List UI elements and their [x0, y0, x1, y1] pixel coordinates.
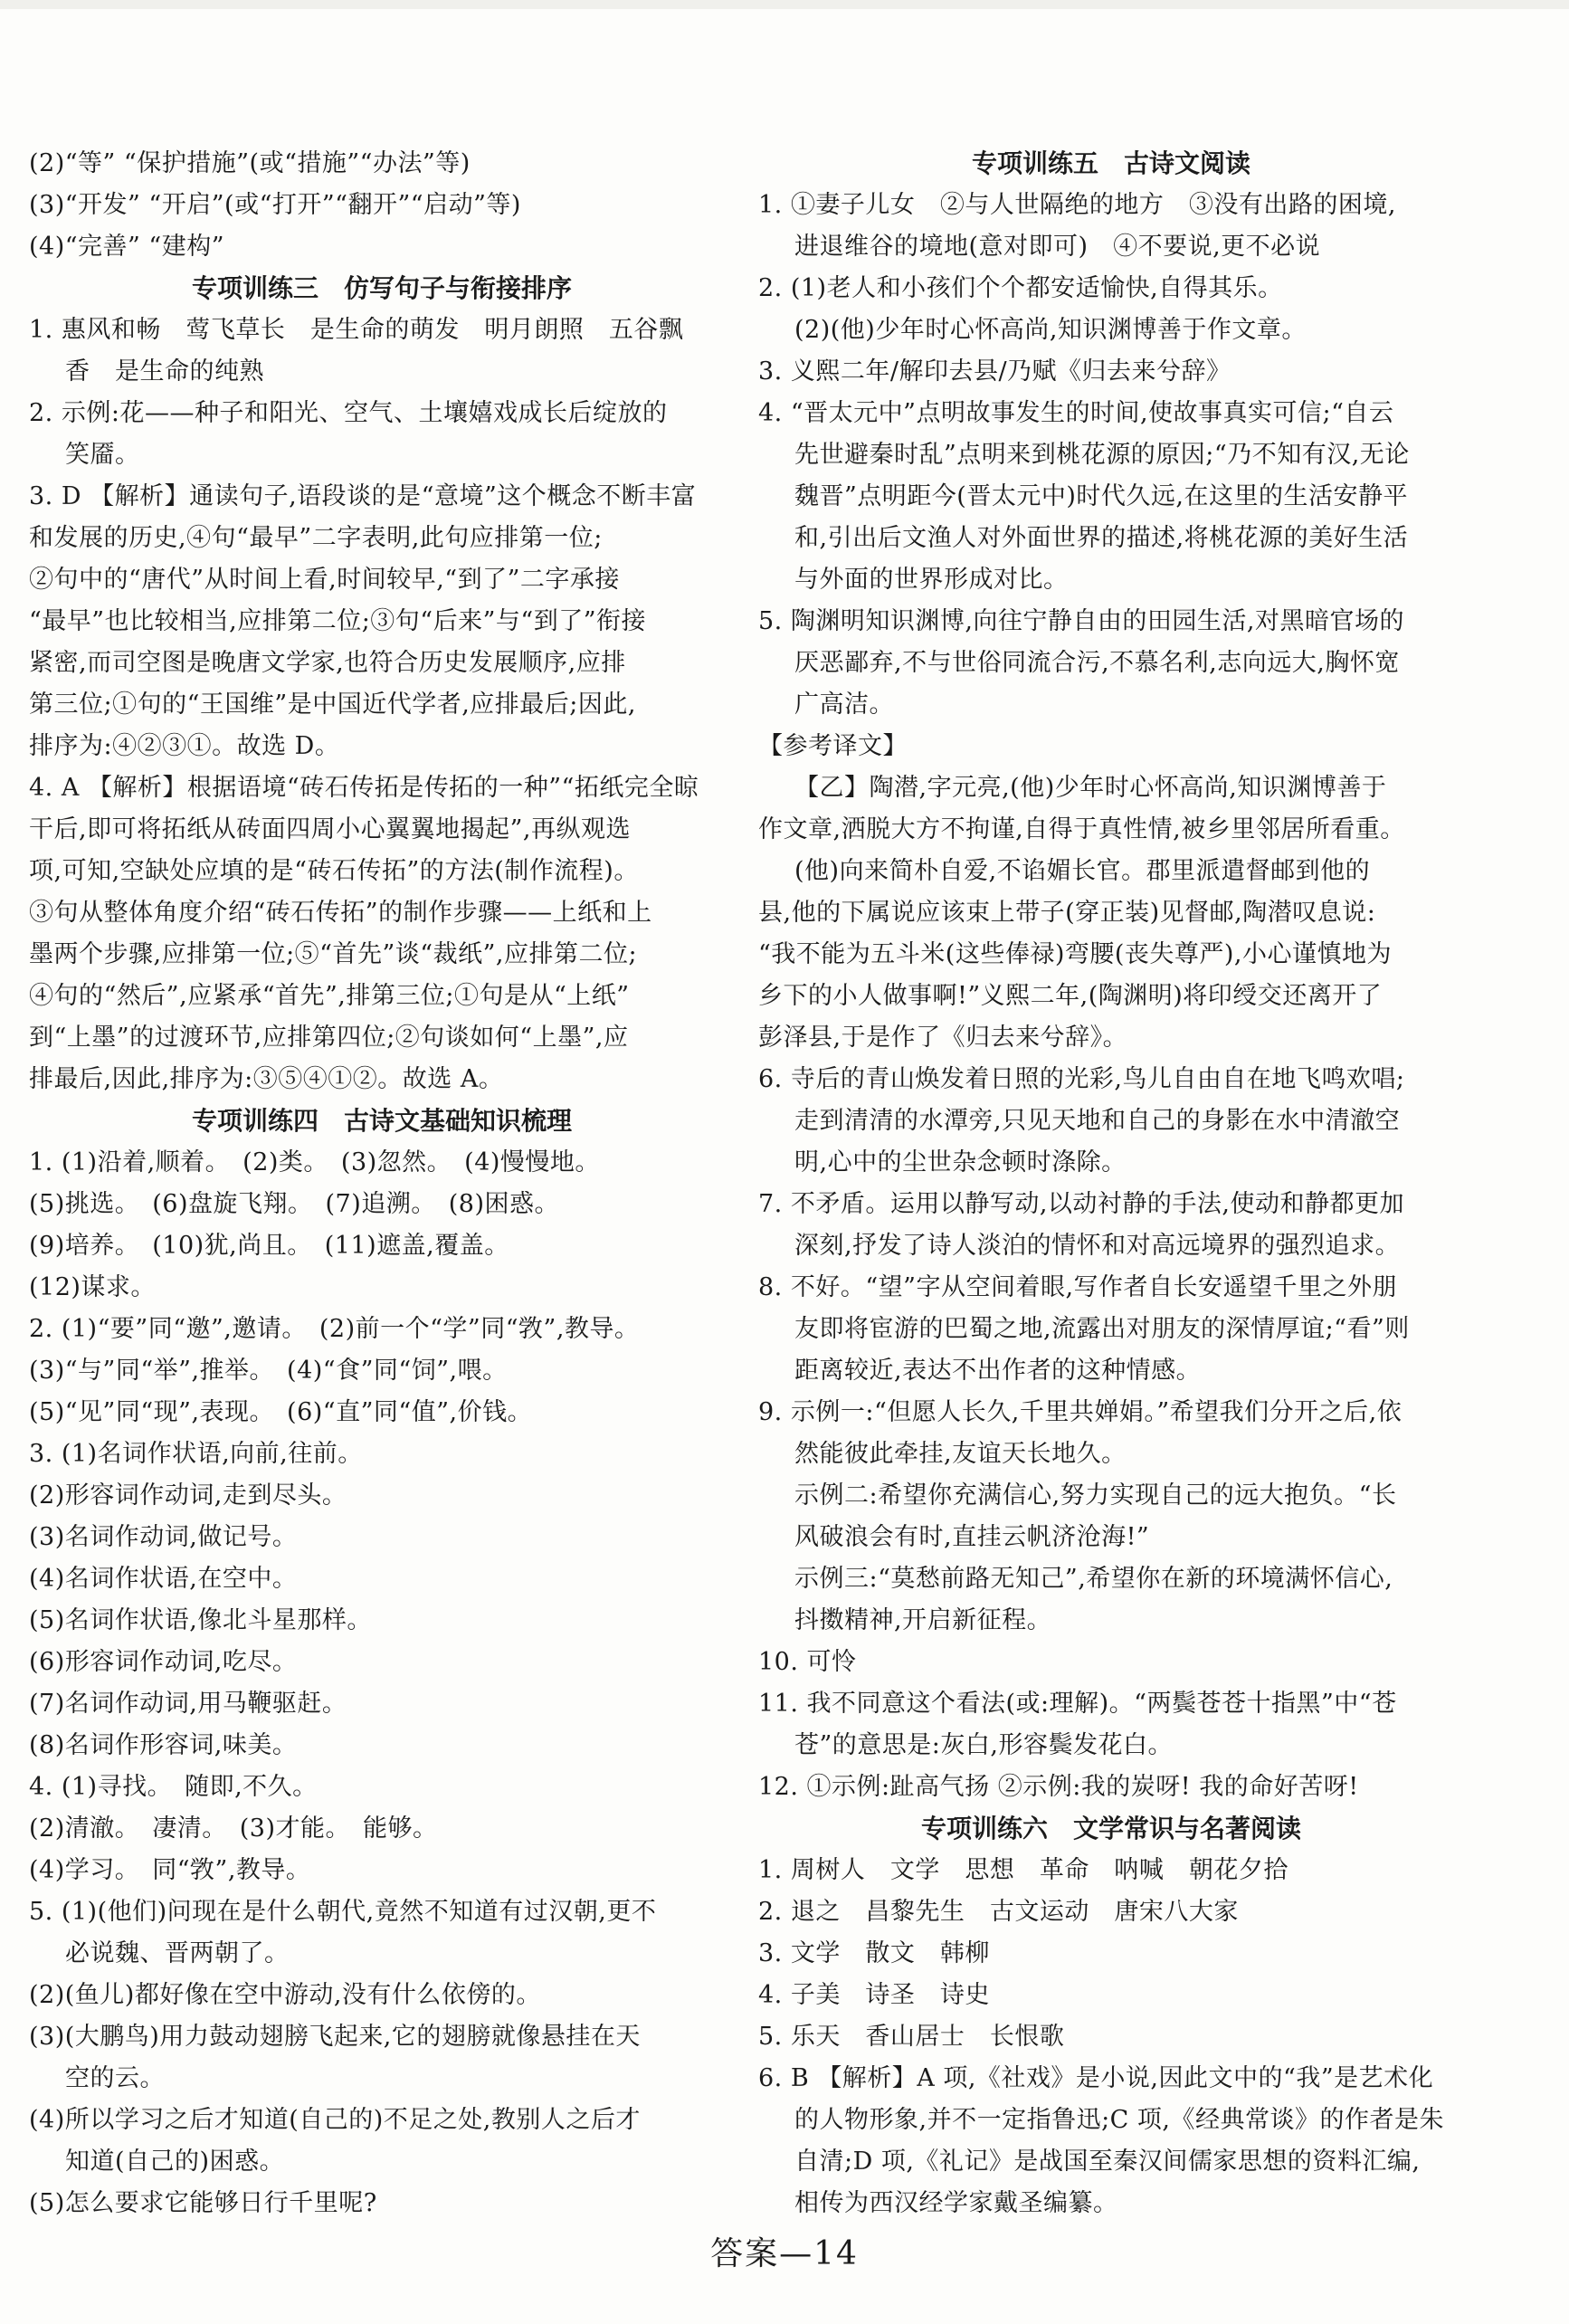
- text-line: 2. (1)老人和小孩们个个都安适愉快,自得其乐。: [758, 274, 1283, 302]
- text-line: (5)名词作状语,像北斗星那样。: [29, 1606, 372, 1634]
- text-line: 10. 可怜: [758, 1648, 857, 1676]
- left-column: [29, 143, 735, 2224]
- text-line: (3)“与”同“举”,推举。 (4)“食”同“饲”,喂。: [29, 1357, 508, 1385]
- text-line: 干后,即可将拓纸从砖面四周小心翼翼地揭起”,再纵观选: [29, 815, 631, 843]
- text-line: 深刻,抒发了诗人淡泊的情怀和对高远境界的强烈追求。: [794, 1232, 1401, 1260]
- text-line: 然能彼此牵挂,友谊天长地久。: [794, 1440, 1127, 1468]
- text-line: 乡下的小人做事啊!”义熙二年,(陶渊明)将印绶交还离开了: [758, 982, 1383, 1010]
- text-line: 4. 子美 诗圣 诗史: [758, 1981, 990, 2009]
- text-line: 6. 寺后的青山焕发着日照的光彩,鸟儿自由自在地飞鸣欢唱;: [758, 1065, 1405, 1093]
- text-line: (5)怎么要求它能够日行千里呢?: [29, 2189, 377, 2217]
- text-line: (4)所以学习之后才知道(自己的)不足之处,教别人之后才: [29, 2106, 641, 2134]
- text-line: 和发展的历史,④句“最早”二字表明,此句应排第一位;: [29, 524, 603, 552]
- text-line: 友即将宦游的巴蜀之地,流露出对朋友的深情厚谊;“看”则: [794, 1315, 1410, 1343]
- text-line: ③句从整体角度介绍“砖石传拓”的制作步骤——上纸和上: [29, 899, 652, 927]
- text-line: ④句的“然后”,应紧承“首先”,排第三位;①句是从“上纸”: [29, 982, 630, 1010]
- text-line: 排序为:④②③①。故选 D。: [29, 732, 340, 760]
- text-line: 【乙】陶潜,字元亮,(他)少年时心怀高尚,知识渊博善于: [794, 774, 1387, 802]
- text-line: (2)清澈。 凄清。 (3)才能。 能够。: [29, 1814, 438, 1843]
- text-line: 香 是生命的纯熟: [65, 357, 264, 386]
- text-line: 示例二:希望你充满信心,努力实现自己的远大抱负。“长: [794, 1481, 1397, 1510]
- text-line: 和,引出后文渔人对外面世界的描述,将桃花源的美好生活: [794, 524, 1409, 552]
- text-line: 知道(自己的)困惑。: [65, 2148, 285, 2176]
- right-column: [758, 143, 1464, 2224]
- text-line: 墨两个步骤,应排第一位;⑤“首先”谈“裁纸”,应排第二位;: [29, 940, 638, 968]
- text-line: 走到清清的水潭旁,只见天地和自己的身影在水中清澈空: [794, 1107, 1401, 1135]
- text-line: 紧密,而司空图是晚唐文学家,也符合历史发展顺序,应排: [29, 649, 626, 677]
- text-line: 3. 义熙二年/解印去县/乃赋《归去来兮辞》: [758, 357, 1231, 386]
- text-line: 【参考译文】: [758, 732, 908, 760]
- section-heading: 专项训练三 仿写句子与衔接排序: [191, 273, 572, 303]
- text-line: 风破浪会有时,直挂云帆济沧海!”: [794, 1523, 1150, 1551]
- text-line: 1. ①妻子儿女 ②与人世隔绝的地方 ③没有出路的困境,: [758, 191, 1396, 219]
- text-line: (2)“等” “保护措施”(或“措施”“办法”等): [29, 149, 471, 177]
- text-line: “我不能为五斗米(这些俸禄)弯腰(丧失尊严),小心谨慎地为: [758, 940, 1393, 968]
- text-line: 示例三:“莫愁前路无知己”,希望你在新的环境满怀信心,: [794, 1565, 1393, 1593]
- text-line: 明,心中的尘世杂念顿时涤除。: [794, 1148, 1127, 1176]
- text-line: 9. 示例一:“但愿人长久,千里共婵娟。”希望我们分开之后,依: [758, 1398, 1403, 1426]
- text-line: 相传为西汉经学家戴圣编纂。: [794, 2189, 1118, 2217]
- text-line: 4. A 【解析】根据语境“砖石传拓是传拓的一种”“拓纸完全晾: [29, 774, 699, 802]
- text-line: ②句中的“唐代”从时间上看,时间较早,“到了”二字承接: [29, 566, 620, 594]
- text-line: 排最后,因此,排序为:③⑤④①②。故选 A。: [29, 1065, 504, 1093]
- text-line: (5)“见”同“现”,表现。 (6)“直”同“值”,价钱。: [29, 1398, 533, 1426]
- page-number: 答案—14: [710, 2235, 859, 2272]
- text-line: 5. (1)(他们)问现在是什么朝代,竟然不知道有过汉朝,更不: [29, 1898, 657, 1926]
- text-line: 空的云。: [65, 2064, 165, 2092]
- text-line: (12)谋求。: [29, 1273, 156, 1301]
- text-line: (4)“完善” “建构”: [29, 233, 225, 261]
- text-line: 1. (1)沿着,顺着。 (2)类。 (3)忽然。 (4)慢慢地。: [29, 1148, 600, 1176]
- text-line: 厌恶鄙弃,不与世俗同流合污,不慕名利,志向远大,胸怀宽: [794, 649, 1400, 677]
- section-heading: 专项训练四 古诗文基础知识梳理: [191, 1106, 572, 1136]
- text-line: (5)挑选。 (6)盘旋飞翔。 (7)追溯。 (8)困惑。: [29, 1190, 559, 1218]
- text-line: (4)学习。 同“敩”,教导。: [29, 1856, 311, 1884]
- text-line: 作文章,洒脱大方不拘谨,自得于真性情,被乡里邻居所看重。: [758, 815, 1405, 843]
- text-line: 2. 示例:花——种子和阳光、空气、土壤嬉戏成长后绽放的: [29, 399, 668, 427]
- text-line: 2. 退之 昌黎先生 古文运动 唐宋八大家: [758, 1898, 1239, 1926]
- text-line: “最早”也比较相当,应排第二位;③句“后来”与“到了”衔接: [29, 607, 646, 635]
- text-line: 12. ①示例:趾高气扬 ②示例:我的炭呀! 我的命好苦呀!: [758, 1773, 1359, 1801]
- text-line: (2)形容词作动词,走到尽头。: [29, 1481, 347, 1510]
- text-line: (他)向来简朴自爱,不谄媚长官。郡里派遣督邮到他的: [794, 857, 1371, 885]
- text-line: 县,他的下属说应该束上带子(穿正装)见督邮,陶潜叹息说:: [758, 899, 1376, 927]
- text-line: 的人物形象,并不一定指鲁迅;C 项,《经典常谈》的作者是朱: [794, 2106, 1445, 2134]
- text-line: 到“上墨”的过渡环节,应排第四位;②句谈如何“上墨”,应: [29, 1024, 629, 1052]
- text-line: 4. “晋太元中”点明故事发生的时间,使故事真实可信;“自云: [758, 399, 1394, 427]
- text-line: 3. (1)名词作状语,向前,往前。: [29, 1440, 363, 1468]
- text-line: 5. 陶渊明知识渊博,向往宁静自由的田园生活,对黑暗官场的: [758, 607, 1405, 635]
- text-line: 3. 文学 散文 韩柳: [758, 1939, 990, 1967]
- text-line: (6)形容词作动词,吃尽。: [29, 1648, 298, 1676]
- text-line: 先世避秦时乱”点明来到桃花源的原因;“乃不知有汉,无论: [794, 441, 1410, 469]
- text-line: 1. 惠风和畅 莺飞草长 是生命的萌发 明月朗照 五谷飘: [29, 316, 684, 344]
- text-line: (2)(他)少年时心怀高尚,知识渊博善于作文章。: [794, 316, 1307, 344]
- text-line: 广高洁。: [794, 691, 894, 719]
- text-line: 笑靥。: [65, 441, 140, 469]
- text-line: 1. 周树人 文学 思想 革命 呐喊 朝花夕拾: [758, 1856, 1288, 1884]
- text-line: 4. (1)寻找。 随即,不久。: [29, 1773, 318, 1801]
- text-line: (8)名词作形容词,味美。: [29, 1731, 298, 1759]
- section-heading: 专项训练五 古诗文阅读: [971, 148, 1250, 178]
- text-line: 项,可知,空缺处应填的是“砖石传拓”的方法(制作流程)。: [29, 857, 639, 885]
- text-line: (4)名词作状语,在空中。: [29, 1565, 298, 1593]
- text-line: 魏晋”点明距今(晋太元中)时代久远,在这里的生活安静平: [794, 482, 1408, 510]
- text-line: (9)培养。 (10)犹,尚且。 (11)遮盖,覆盖。: [29, 1232, 509, 1260]
- text-line: 与外面的世界形成对比。: [794, 566, 1069, 594]
- text-line: (2)(鱼儿)都好像在空中游动,没有什么依傍的。: [29, 1981, 541, 2009]
- text-line: 第三位;①句的“王国维”是中国近代学者,应排最后;因此,: [29, 691, 636, 719]
- text-line: 6. B 【解析】A 项,《社戏》是小说,因此文中的“我”是艺术化: [758, 2064, 1434, 2092]
- text-line: 抖擞精神,开启新征程。: [794, 1606, 1052, 1634]
- text-line: 彭泽县,于是作了《归去来兮辞》。: [758, 1024, 1128, 1052]
- text-line: 进退维谷的境地(意对即可) ④不要说,更不必说: [794, 233, 1321, 261]
- text-line: 苍”的意思是:灰白,形容鬓发花白。: [794, 1731, 1173, 1759]
- text-line: 7. 不矛盾。运用以静写动,以动衬静的手法,使动和静都更加: [758, 1190, 1405, 1218]
- text-line: 3. D 【解析】通读句子,语段谈的是“意境”这个概念不断丰富: [29, 482, 697, 510]
- text-line: 8. 不好。“望”字从空间着眼,写作者自长安遥望千里之外朋: [758, 1273, 1398, 1301]
- text-line: 距离较近,表达不出作者的这种情感。: [794, 1357, 1202, 1385]
- text-line: 11. 我不同意这个看法(或:理解)。“两鬓苍苍十指黑”中“苍: [758, 1690, 1397, 1718]
- text-line: 自清;D 项,《礼记》是战国至秦汉间儒家思想的资料汇编,: [794, 2148, 1421, 2176]
- text-line: (3)“开发” “开启”(或“打开”“翻开”“启动”等): [29, 191, 521, 219]
- text-line: (7)名词作动词,用马鞭驱赶。: [29, 1690, 347, 1718]
- text-line: 必说魏、晋两朝了。: [65, 1939, 290, 1967]
- top-edge: [0, 0, 1569, 9]
- text-line: 2. (1)“要”同“邀”,邀请。 (2)前一个“学”同“敩”,教导。: [29, 1315, 640, 1343]
- text-line: (3)(大鹏鸟)用力鼓动翅膀飞起来,它的翅膀就像悬挂在天: [29, 2023, 641, 2051]
- section-heading: 专项训练六 文学常识与名著阅读: [920, 1814, 1301, 1843]
- text-line: 5. 乐天 香山居士 长恨歌: [758, 2023, 1065, 2051]
- text-line: (3)名词作动词,做记号。: [29, 1523, 298, 1551]
